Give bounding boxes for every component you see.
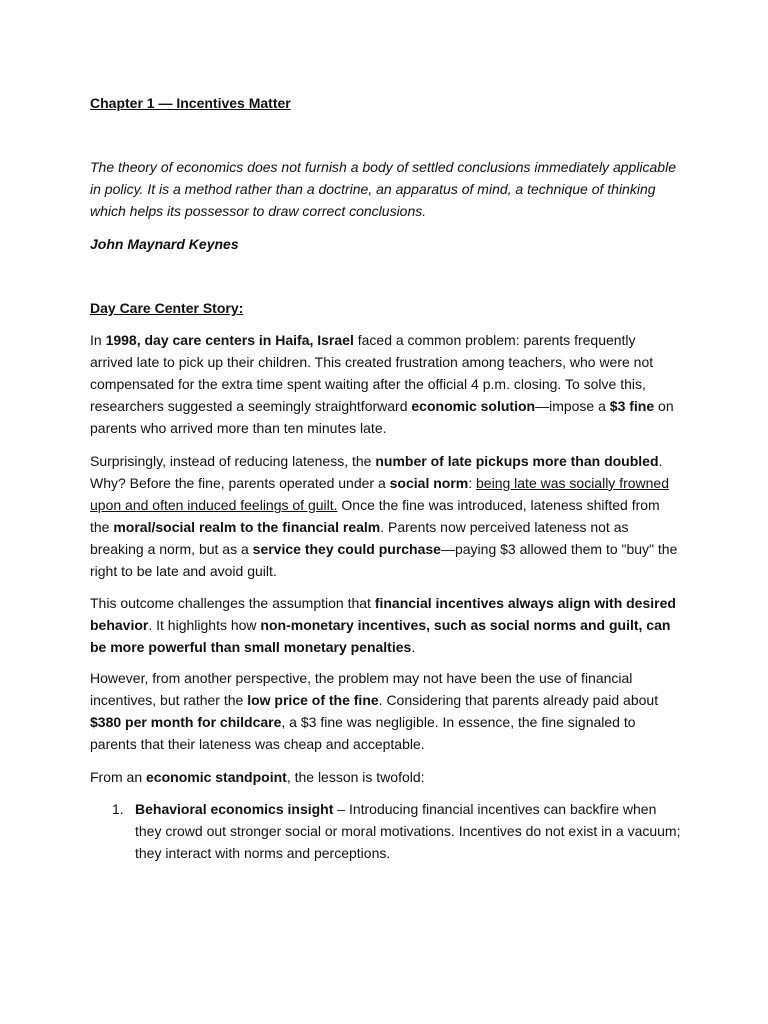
bold-text: $3 fine [609, 398, 655, 414]
text-span: —paying $3 allowed them to "buy" the right to be late and avoid guilt. [90, 541, 678, 579]
text-span: —impose a [535, 398, 610, 414]
bold-text: moral/social realm to the financial realm [113, 519, 381, 535]
bold-text: non-monetary incentives, such as social norms and guilt, can be more powerful than small monetary penalties [90, 617, 671, 655]
list-item [90, 798, 682, 864]
text-span: However, from another perspective, the problem may not have been the use of financial incentives, but rather the [90, 670, 633, 708]
bold-text: 1998, day care centers in Haifa, Israel [105, 332, 354, 348]
text-span: . It highlights how [148, 617, 261, 633]
text-span: This outcome challenges the assumption that [90, 595, 375, 611]
text-span: . Parents now perceived lateness not as breaking a norm, but as a [90, 519, 629, 557]
text-span: : [468, 475, 477, 491]
bold-text: economic solution [411, 398, 536, 414]
bold-text: social norm [389, 475, 469, 491]
underlined-text: being late was socially frowned upon and often induced feelings of guilt. [90, 475, 670, 513]
text-span: From an [90, 769, 147, 785]
bold-text: Behavioral economics insight [135, 801, 334, 817]
bold-text: low price of the fine [247, 692, 379, 708]
paragraph-2 [90, 450, 682, 582]
paragraph-1 [90, 329, 682, 439]
bold-text: financial incentives always align with desired behavior [90, 595, 676, 633]
list-number: 1. [112, 801, 124, 817]
epigraph-author: John Maynard Keynes [90, 236, 239, 252]
text-span: Once the fine was introduced, lateness shifted from the [90, 497, 660, 535]
chapter-title: Chapter 1 — Incentives Matter [90, 95, 291, 111]
bold-text: service they could purchase [252, 541, 441, 557]
paragraph-3 [90, 592, 682, 658]
text-span: faced a common problem: parents frequently arrived late to pick up their children. This created frustration among teachers, who were not compensated for the extra time spent waiting after the official 4 p.m. closing. To solve this, researchers suggested a seemingly straightforward [90, 332, 654, 414]
bold-text: economic standpoint [146, 769, 287, 785]
text-span: , the lesson is twofold: [286, 769, 425, 785]
text-span: . Considering that parents already paid about [378, 692, 659, 708]
bold-text: number of late pickups more than doubled [375, 453, 659, 469]
text-span: In [90, 332, 106, 348]
text-span: Surprisingly, instead of reducing lateness, the [90, 453, 376, 469]
text-span: . Why? Before the fine, parents operated under a [90, 453, 663, 491]
bold-text: $380 per month for childcare [90, 714, 282, 730]
text-span: – Introducing financial incentives can backfire when they crowd out stronger social or moral motivations. Incentives do not exist in a vacuum; they interact with norms and perceptions. [135, 801, 681, 861]
section-title: Day Care Center Story: [90, 300, 244, 316]
text-span: on parents who arrived more than ten minutes late. [90, 398, 674, 436]
numbered-list [90, 798, 682, 864]
paragraph-4 [90, 667, 682, 755]
text-span: , a $3 fine was negligible. In essence, the fine signaled to parents that their lateness was cheap and acceptable. [90, 714, 636, 752]
paragraph-5 [90, 766, 682, 788]
text-span: . [411, 639, 416, 655]
epigraph-quote: The theory of economics does not furnish a body of settled conclusions immediately applicable in policy. It is a method rather than a doctrine, an apparatus of mind, a technique of thinking which helps its possessor to draw correct conclusions. [90, 159, 676, 219]
